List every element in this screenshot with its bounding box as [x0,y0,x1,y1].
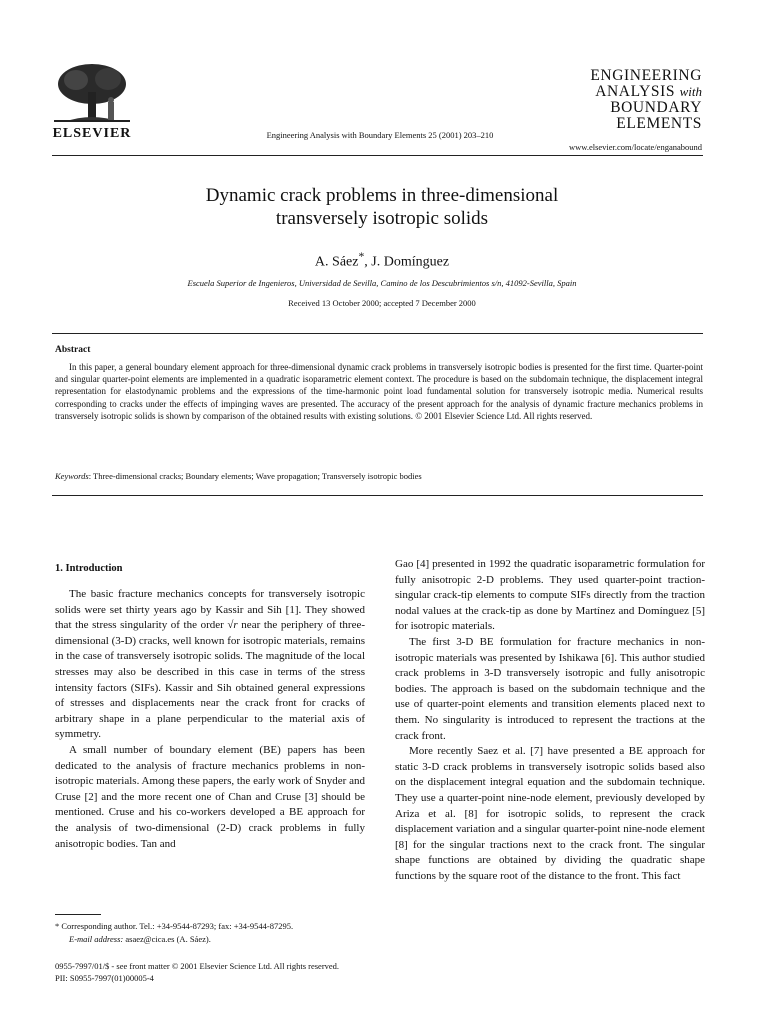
abstract-heading: Abstract [55,345,91,355]
abstract-bottom-divider [52,495,703,496]
brand-line-3: BOUNDARY [610,99,702,116]
journal-citation: Engineering Analysis with Boundary Elements 25 (2001) 203–210 [266,130,494,140]
journal-brand [560,68,702,132]
received-dates: Received 13 October 2000; accepted 7 December 2000 [288,298,476,308]
right-column [395,557,705,884]
header-divider [52,155,703,156]
paragraph: A small number of boundary element (BE) papers has been dedicated to the analysis of fracture mechanics problems in non-isotropic materials. Among these papers, the early work of Snyder and Cruse [2] and the more recent one of Chan and Cruse [3] should be mentioned. Cruse and his co-workers developed a BE approach for the analysis of two-dimensional (2-D) crack problems in fully anisotropic bodies. Tan and [55,743,365,850]
affiliation: Escuela Superior de Ingenieros, Universidad de Sevilla, Camino de los Descubrimientos s/n, 41092-Sevilla, Spain [187,278,577,288]
keywords: Keywords: Three-dimensional cracks; Boundary elements; Wave propagation; Transversely isotropic bodies [55,471,422,481]
abstract-top-divider [52,333,703,334]
paragraph: The first 3-D BE formulation for fracture mechanics in non-isotropic materials was presented by Ishikawa [6]. This author studied crack problems in 3-D transversely isotropic and fully anisotropic bodies. The approach is based on the subdomain technique and the use of quarter-point elements and transition elements placed next to them. No singularity is introduced to represent the tractions at the crack front. [395,635,705,742]
brand-line-4: ELEMENTS [616,115,702,132]
tree-icon [50,62,134,126]
paragraph: Gao [4] presented in 1992 the quadratic isoparametric formulation for fully anisotropic 2-D problems. They used quarter-point traction-singular crack-tip elements to compute SIFs directly from the traction nodal values at the crack-tip as done by Martínez and Domínguez [5] for isotropic materials. [395,558,705,633]
front-matter: 0955-7997/01/$ - see front matter © 2001 Elsevier Science Ltd. All rights reserved. PII: S0955-7997(01)00005-4 [55,961,340,983]
footnote: * Corresponding author. Tel.: +34-9544-87293; fax: +34-9544-87295. E-mail address: asaez@cica.es (A. Sáez). [55,921,294,944]
abstract-text: In this paper, a general boundary element approach for three-dimensional dynamic crack problems in transversely isotropic bodies is presented for the first time. Quarter-point and singular quarter-point elements are implemented in a quadratic isoparametric element context. The procedure is based on the subdomain technique, the displacement integral representation for elastodynamic problems and the expressions of the time-harmonic point load fundamental solution for transversely isotropic media. Numerical results corresponding to cracks under the effects of impinging waves are presented. The accuracy of the present approach for the analysis of dynamic fracture mechanics problems in transversely isotropic solids is shown by comparison of the obtained results with existing solutions. © 2001 Elsevier Science Ltd. All rights reserved. [55,362,703,421]
brand-line-1: ENGINEERING [590,67,702,84]
paper-title: Dynamic crack problems in three-dimensional transversely isotropic solids [205,185,559,229]
section-heading: 1. Introduction [55,563,123,574]
paragraph: The basic fracture mechanics concepts for transversely isotropic solids were set thirty years ago by Kassir and Sih [1]. They showed that the stress singularity of the order √r near the periphery of three-dimensional (3-D) cracks, well known for isotropic materials, remains in the case of transversely isotropic solids. The magnitude of the local stresses may also be described in this case in terms of the stress intensity factors (SIFs). Kassir and Sih obtained general expressions of stresses and displacements near the crack front for cracks of arbitrary shape in a plane perpendicular to the material axis of symmetry. [55,588,365,741]
left-column [55,587,365,852]
sqrt-r-symbol: √r [227,619,238,632]
publisher-name: ELSEVIER [52,126,132,141]
footnote-divider [55,914,101,915]
journal-website[interactable]: www.elsevier.com/locate/enganabound [568,142,702,152]
author-list: A. Sáez*, J. Domínguez [314,250,450,270]
brand-line-2: ANALYSIS with [595,83,702,100]
paragraph: More recently Saez et al. [7] have presented a BE approach for static 3-D crack problems in transversely isotropic solids based also on the displacement integral equation and the subdomain technique. They use a quarter-point nine-node element, previously developed by Ariza et al. [8] for isotropic solids, to represent the crack displacement variation and a singular quarter-point nine-node element [8] for the singular tractions next to the crack front. The singular shape functions are obtained by dividing the quadratic shape functions by the square root of the distance to the front. This fact [395,745,705,882]
